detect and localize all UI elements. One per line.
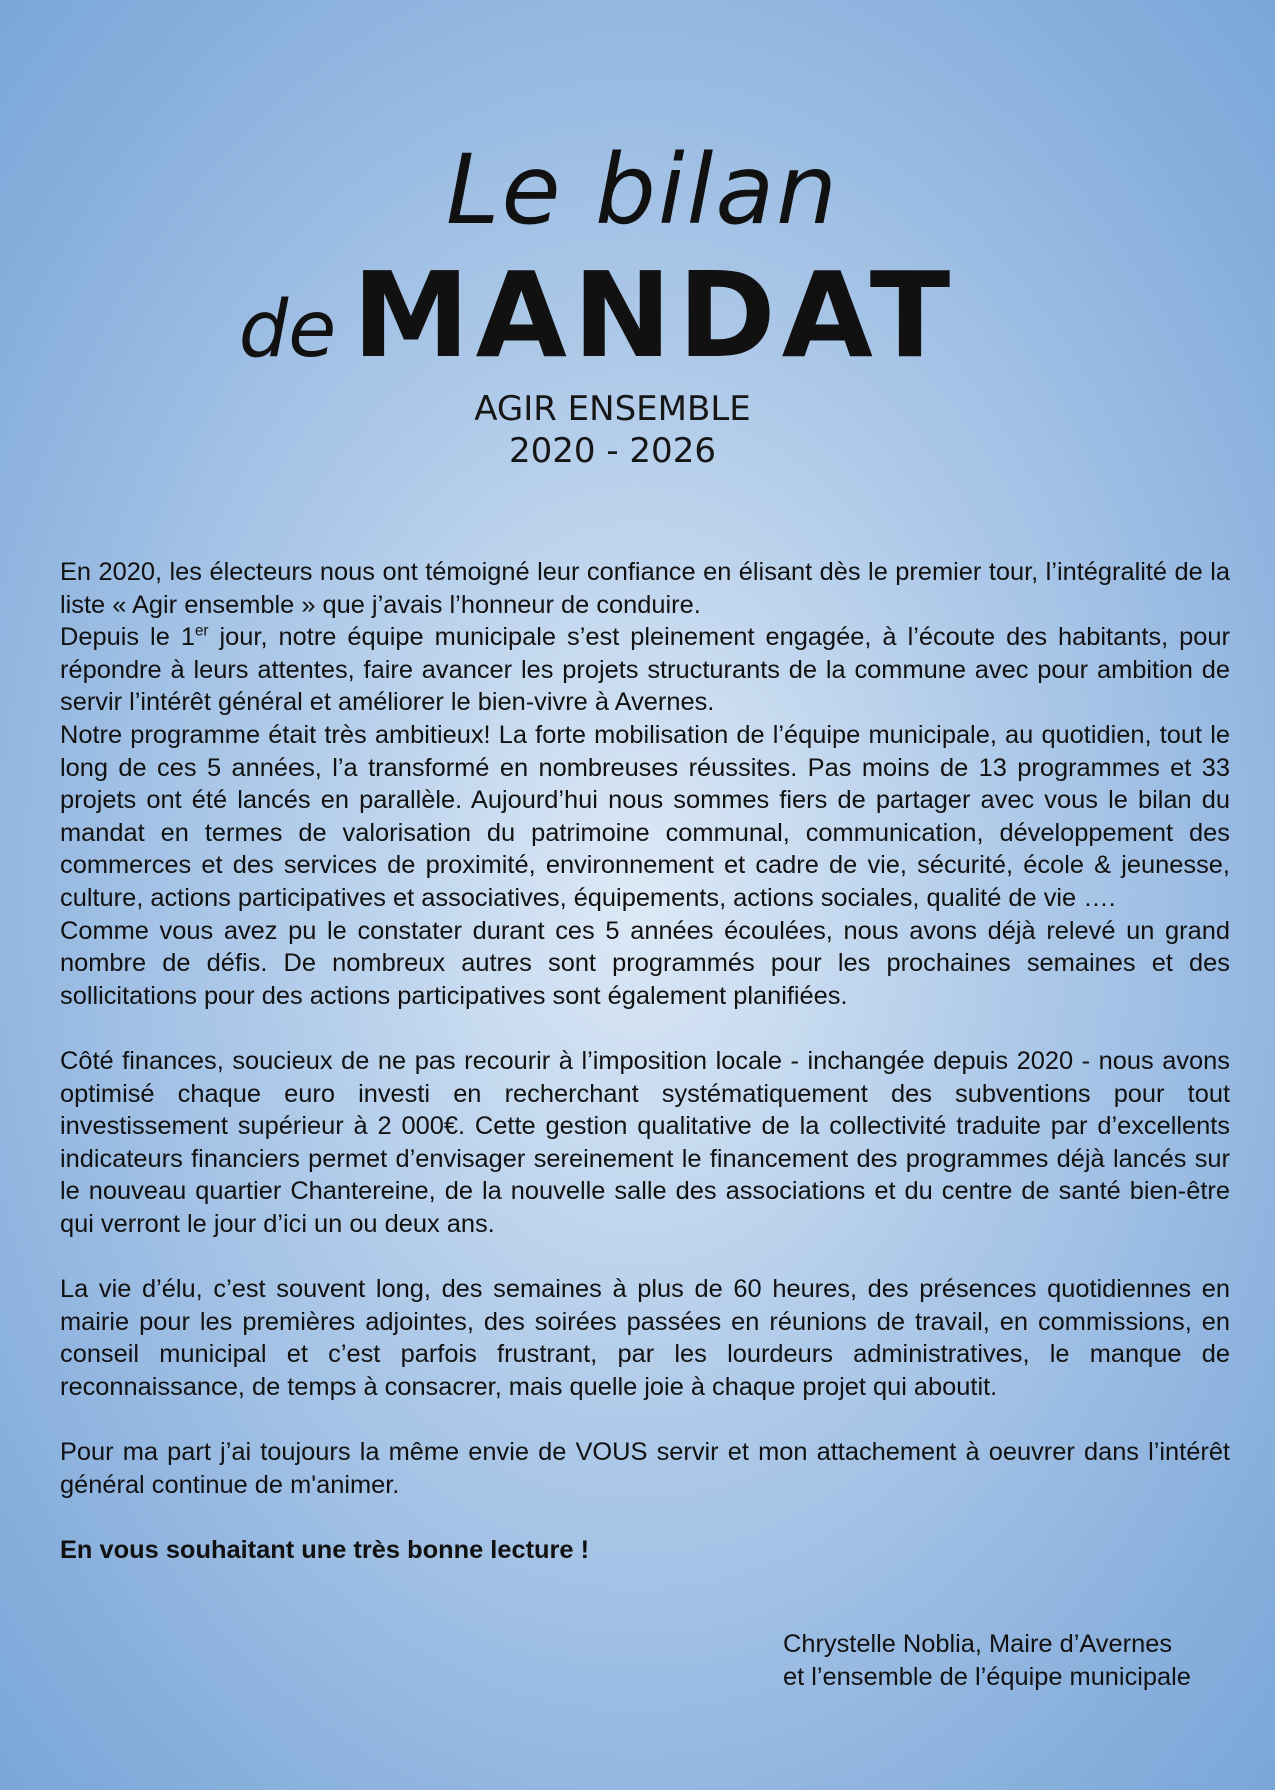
spacer (60, 1012, 1230, 1045)
signature-name: Chrystelle Noblia, Maire d’Avernes (783, 1630, 1173, 1658)
closing-line: En vous souhaitant une très bonne lecture ! (60, 1535, 590, 1564)
paragraph-engagement-rest: jour, notre équipe municipale s’est pleinement engagée, à l’écoute des habitants, pour répondre à leurs attentes, faire avancer les projets structurants de la commune avec pour ambition de servir l’intérêt général et améliorer le bien-vivre à Avernes. (60, 623, 1230, 717)
title-block (0, 130, 1275, 384)
editorial-body (60, 556, 1230, 1566)
title-de: de (238, 285, 337, 375)
paragraph-engagement (60, 621, 1230, 719)
subtitle-years: 2020 - 2026 (509, 431, 716, 471)
paragraph-vie-elu: La vie d’élu, c’est souvent long, des semaines à plus de 60 heures, des présences quotidiennes en mairie pour les premières adjointes, des soirées passées en réunions de travail, en commissions, en conseil municipal et c’est parfois frustrant, par les lourdeurs administratives, le manque de reconnaissance, de temps à consacrer, mais quelle joie à chaque projet qui aboutit. (60, 1275, 1230, 1401)
paragraph-defis: Comme vous avez pu le constater durant ces 5 années écoulées, nous avons déjà relevé un grand nombre de défis. De nombreux autres sont programmés pour les prochaines semaines et des sollicitations pour des actions participatives sont également planifiées. (60, 916, 1230, 1010)
spacer (60, 1501, 1230, 1534)
spacer (60, 1403, 1230, 1436)
signature-block (783, 1628, 1191, 1694)
title-mandat: MANDAT (352, 246, 957, 384)
paragraph-programme: Notre programme était très ambitieux! La forte mobilisation de l’équipe municipale, au quotidien, tout le long de ces 5 années, l’a transformé en nombreuses réussites. Pas moins de 13 programmes et 33 projets ont été lancés en parallèle. Aujourd’hui nous sommes fiers de partager avec vous le bilan du mandat en termes de valorisation du patrimoine communal, communication, développement des commerces et des services de proximité, environnement et cadre de vie, sécurité, école & jeunesse, culture, actions participatives et associatives, équipements, actions sociales, qualité de vie …. (60, 720, 1230, 912)
paragraph-finances: Côté finances, soucieux de ne pas recourir à l’imposition locale - inchangée depuis 2020 - nous avons optimisé chaque euro investi en recherchant systématiquement des subventions pour tout investissement supérieur à 2 000€. Cette gestion qualitative de la collectivité traduite par d’excellents indicateurs financiers permet d’envisager sereinement le financement des programmes déjà lancés sur le nouveau quartier Chantereine, de la nouvelle salle des associations et du centre de santé bien-être qui verront le jour d’ici un ou deux ans. (60, 1046, 1230, 1238)
spacer (60, 1240, 1230, 1273)
paragraph-election: En 2020, les électeurs nous ont témoigné leur confiance en élisant dès le premier tour, l’intégralité de la liste « Agir ensemble » que j’avais l’honneur de conduire. (60, 558, 1230, 619)
title-le-bilan: Le bilan (445, 134, 839, 246)
title-de-mandat (0, 246, 1275, 384)
paragraph-engagement-start: Depuis le 1 (60, 623, 195, 652)
subtitle-block (0, 388, 1225, 472)
signature-team: et l’ensemble de l’équipe municipale (783, 1663, 1191, 1691)
paragraph-engagement-personnel: Pour ma part j’ai toujours la même envie de VOUS servir et mon attachement à oeuvrer dans l’intérêt général continue de m'animer. (60, 1438, 1230, 1499)
ordinal-superscript: er (194, 622, 209, 640)
subtitle-agir-ensemble: AGIR ENSEMBLE (474, 389, 751, 429)
